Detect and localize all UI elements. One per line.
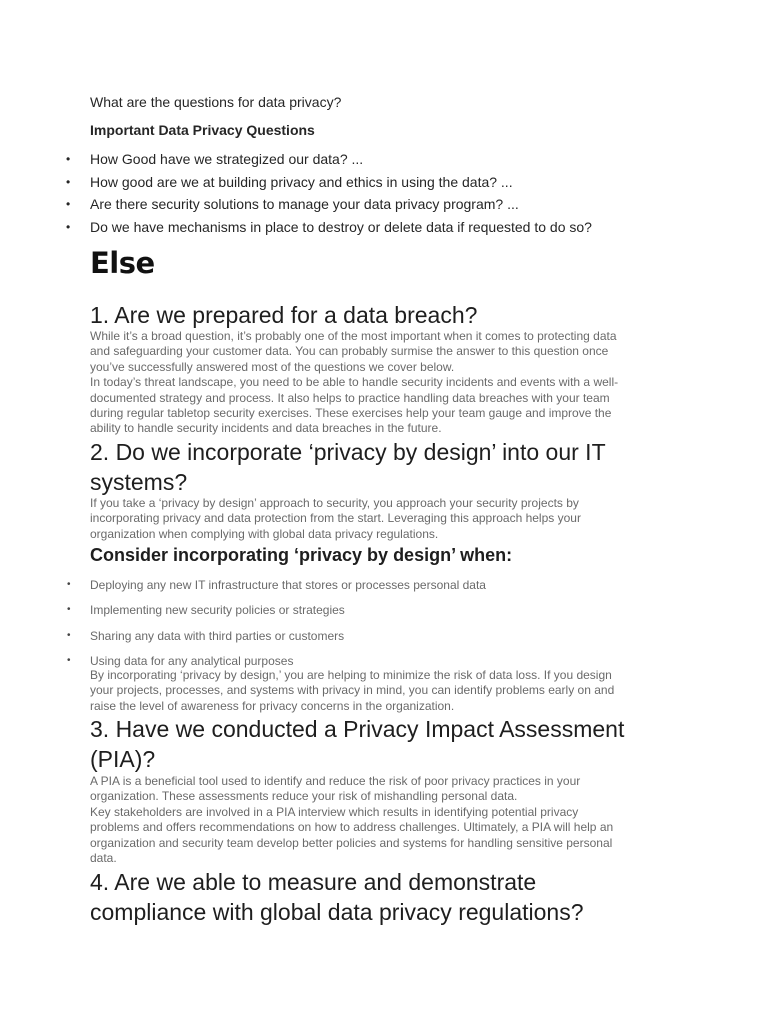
intro-heading: Important Data Privacy Questions: [90, 122, 315, 138]
bullet-icon: •: [66, 219, 71, 234]
section-2-after: By incorporating ‘privacy by design,’ you are helping to minimize the risk of data loss. If you design your projects, processes, and systems with privacy in mind, you can identify problems early on and raise the level of awareness for privacy concerns in the organization.: [90, 668, 615, 713]
list-item: • Are there security solutions to manage your data privacy program? ...: [66, 196, 519, 213]
section-3-title: 3. Have we conducted a Privacy Impact Assessment (PIA)?: [90, 716, 625, 772]
bullet-icon: •: [67, 654, 71, 666]
bullet-icon: •: [66, 174, 71, 189]
list-item: • Deploying any new IT infrastructure that stores or processes personal data: [67, 578, 486, 592]
section-1-body: While it’s a broad question, it’s probably one of the most important when it comes to protecting data and safeguarding your customer data. You can probably surmise the answer to this question once you’ve successfully answered most of the questions we cover below. In today’s threat landscape, you need to be able to handle security incidents and events with a well- documented strategy and process. It also helps to practice handling data breaches with your team during regular tabletop security exercises. These exercises help your team gauge and improve the ability to handle security incidents and data breaches in the future.: [90, 329, 619, 436]
list-item: • How good are we at building privacy and ethics in using the data? ...: [66, 173, 513, 190]
section-4-title: 4. Are we able to measure and demonstrate compliance with global data privacy regulations?: [90, 869, 584, 925]
intro-question: What are the questions for data privacy?: [90, 94, 342, 110]
list-item: • Do we have mechanisms in place to destroy or delete data if requested to do so?: [66, 218, 592, 235]
list-item: • Implementing new security policies or strategies: [67, 603, 345, 618]
section-1-title: 1. Are we prepared for a data breach?: [90, 302, 478, 328]
privacy-questions-list: [0, 150, 592, 240]
privacy-by-design-list: [0, 577, 486, 678]
section-2-body: If you take a ‘privacy by design’ approach to security, you approach your security projects by incorporating privacy and data protection from the start. Leveraging this approach helps your organization when complying with global data privacy regulations.: [90, 496, 581, 541]
bullet-icon: •: [67, 579, 71, 590]
privacy-by-design-subheading: Consider incorporating ‘privacy by design’ when:: [90, 545, 513, 565]
bullet-icon: •: [66, 152, 71, 166]
else-heading: Else: [90, 246, 155, 280]
list-item: • How Good have we strategized our data? ...: [66, 151, 364, 167]
list-item: • Sharing any data with third parties or customers: [67, 628, 345, 643]
bullet-icon: •: [67, 629, 71, 641]
bullet-icon: •: [66, 197, 71, 212]
list-item: • Using data for any analytical purposes: [67, 653, 294, 668]
section-2-title: 2. Do we incorporate ‘privacy by design’ into our IT systems?: [90, 439, 606, 495]
bullet-icon: •: [67, 604, 71, 616]
section-3-body: A PIA is a beneficial tool used to identify and reduce the risk of poor privacy practices in your organization. These assessments reduce your risk of mishandling personal data. Key stakeholders are involved in a PIA interview which results in identifying potential privacy problems and offers recommendations on how to address challenges. Ultimately, a PIA will help an organization and security team develop better policies and systems for handling sensitive personal data.: [90, 774, 614, 866]
